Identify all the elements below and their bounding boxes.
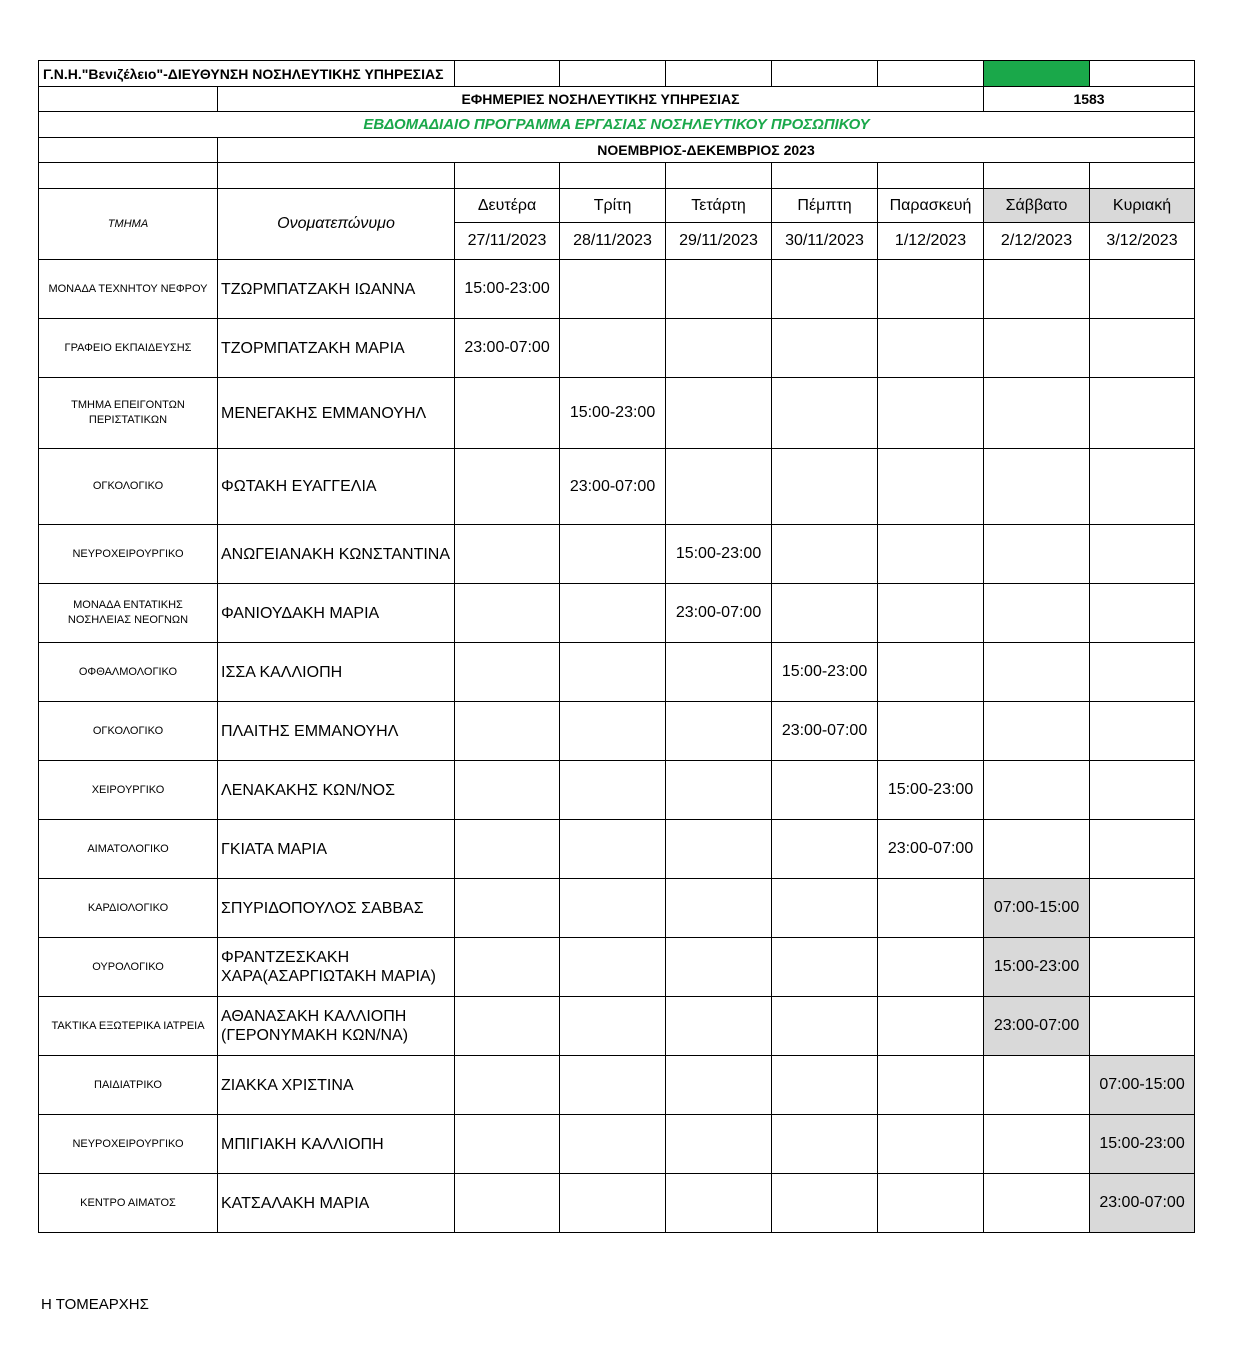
blank-cell [39,138,218,163]
department-cell: ΠΑΙΔΙΑΤΡΙΚΟ [39,1056,218,1115]
shift-cell [560,643,666,702]
table-row [39,1056,1195,1115]
shift-cell [1090,879,1195,938]
shift-cell: 15:00-23:00 [878,761,984,820]
shift-cell [666,997,772,1056]
shift-cell [560,525,666,584]
shift-cell [666,938,772,997]
shift-cell: 23:00-07:00 [1090,1174,1195,1233]
shift-cell [772,525,878,584]
shift-cell [560,260,666,319]
shift-cell [560,879,666,938]
shift-cell: 15:00-23:00 [1090,1115,1195,1174]
shift-cell [455,378,560,449]
shift-cell [1090,378,1195,449]
shift-cell: 15:00-23:00 [560,378,666,449]
shift-cell [772,1174,878,1233]
shift-cell [878,319,984,378]
shift-cell [1090,761,1195,820]
shift-cell [666,260,772,319]
shift-cell [878,584,984,643]
shift-cell [455,584,560,643]
date-header: 27/11/2023 [455,223,560,260]
date-header: 2/12/2023 [984,223,1090,260]
shift-cell: 15:00-23:00 [455,260,560,319]
table-row [39,702,1195,761]
date-header: 28/11/2023 [560,223,666,260]
column-header-department: ΤΜΗΜΑ [39,189,218,260]
date-header: 3/12/2023 [1090,223,1195,260]
day-header: Κυριακή [1090,189,1195,223]
department-cell: ΜΟΝΑΔΑ ΕΝΤΑΤΙΚΗΣ ΝΟΣΗΛΕΙΑΣ ΝΕΟΓΝΩΝ [39,584,218,643]
shift-cell [772,584,878,643]
shift-cell [560,1115,666,1174]
shift-cell: 23:00-07:00 [772,702,878,761]
department-cell: ΑΙΜΑΤΟΛΟΓΙΚΟ [39,820,218,879]
shift-cell [455,1056,560,1115]
shift-cell [666,761,772,820]
document-number: 1583 [984,87,1195,112]
shift-cell [1090,938,1195,997]
shift-cell: 07:00-15:00 [984,879,1090,938]
shift-cell [560,702,666,761]
shift-cell [878,1174,984,1233]
shift-cell [455,702,560,761]
shift-cell [984,584,1090,643]
shift-cell [984,378,1090,449]
shift-cell [878,1115,984,1174]
name-cell: ΠΛΑΙΤΗΣ ΕΜΜΑΝΟΥΗΛ [218,702,455,761]
shift-cell [772,761,878,820]
blank-cell [878,61,984,87]
name-cell: ΦΩΤΑΚΗ ΕΥΑΓΓΕΛΙΑ [218,449,455,525]
day-header: Παρασκευή [878,189,984,223]
shift-cell [666,820,772,879]
table-row [39,319,1195,378]
shift-cell [984,449,1090,525]
organization-title: Γ.Ν.Η."Βενιζέλειο"-ΔΙΕΥΘΥΝΣΗ ΝΟΣΗΛΕΥΤΙΚΗΣ ΥΠΗΡΕΣΙΑΣ [39,61,455,87]
blank-cell [39,163,218,189]
shift-cell [666,702,772,761]
department-cell: ΝΕΥΡΟΧΕΙΡΟΥΡΓΙΚΟ [39,1115,218,1174]
shift-cell [984,761,1090,820]
name-cell: ΤΖΟΡΜΠΑΤΖΑΚΗ ΜΑΡΙΑ [218,319,455,378]
signature-label: Η ΤΟΜΕΑΡΧΗΣ [41,1296,149,1313]
shift-cell [984,260,1090,319]
shift-cell [772,378,878,449]
day-header: Σάββατο [984,189,1090,223]
shift-cell [560,1174,666,1233]
table-row [39,449,1195,525]
blank-cell [666,163,772,189]
shift-cell [772,1115,878,1174]
name-cell: ΙΣΣΑ ΚΑΛΛΙΟΠΗ [218,643,455,702]
shift-cell [1090,643,1195,702]
table-row [39,820,1195,879]
blank-cell [560,61,666,87]
blank-cell [218,163,455,189]
day-header: Τρίτη [560,189,666,223]
shift-cell [984,820,1090,879]
shift-cell: 15:00-23:00 [772,643,878,702]
department-cell: ΚΕΝΤΡΟ ΑΙΜΑΤΟΣ [39,1174,218,1233]
blank-cell [666,61,772,87]
shift-cell [666,378,772,449]
table-row [39,879,1195,938]
blank-cell [560,163,666,189]
shift-cell [984,319,1090,378]
shift-cell [878,702,984,761]
blank-cell [455,61,560,87]
shift-cell [878,260,984,319]
blank-cell [1090,61,1195,87]
shift-cell: 15:00-23:00 [984,938,1090,997]
shift-cell: 23:00-07:00 [455,319,560,378]
shift-cell [666,449,772,525]
shift-cell [560,938,666,997]
shift-cell [984,702,1090,761]
table-row [39,1174,1195,1233]
department-cell: ΤΑΚΤΙΚΑ ΕΞΩΤΕΡΙΚΑ ΙΑΤΡΕΙΑ [39,997,218,1056]
shift-cell [455,761,560,820]
department-cell: ΟΦΘΑΛΜΟΛΟΓΙΚΟ [39,643,218,702]
department-cell: ΜΟΝΑΔΑ ΤΕΧΝΗΤΟΥ ΝΕΦΡΟΥ [39,260,218,319]
day-header: Δευτέρα [455,189,560,223]
shift-cell [878,997,984,1056]
shift-cell [1090,260,1195,319]
column-header-name: Ονοματεπώνυμο [218,189,455,260]
table-row [39,643,1195,702]
shift-cell [772,879,878,938]
table-row [39,1115,1195,1174]
shift-cell [772,997,878,1056]
name-cell: ΜΠΙΓΙΑΚΗ ΚΑΛΛΙΟΠΗ [218,1115,455,1174]
name-cell: ΛΕΝΑΚΑΚΗΣ ΚΩΝ/ΝΟΣ [218,761,455,820]
shift-cell [560,761,666,820]
day-header: Πέμπτη [772,189,878,223]
blank-cell [1090,163,1195,189]
shift-cell [1090,319,1195,378]
department-cell: ΓΡΑΦΕΙΟ ΕΚΠΑΙΔΕΥΣΗΣ [39,319,218,378]
blank-cell [878,163,984,189]
blank-cell [772,61,878,87]
shift-cell [772,820,878,879]
table-row [39,525,1195,584]
shift-cell [878,643,984,702]
day-header: Τετάρτη [666,189,772,223]
shift-cell [878,1056,984,1115]
name-cell: ΜΕΝΕΓΑΚΗΣ ΕΜΜΑΝΟΥΗΛ [218,378,455,449]
shift-cell [878,938,984,997]
blank-cell [455,163,560,189]
period-title: ΝΟΕΜΒΡΙΟΣ-ΔΕΚΕΜΒΡΙΟΣ 2023 [218,138,1195,163]
name-cell: ΣΠΥΡΙΔΟΠΟΥΛΟΣ ΣΑΒΒΑΣ [218,879,455,938]
shift-cell [878,378,984,449]
green-marker-cell [984,61,1090,87]
shift-cell [560,584,666,643]
name-cell: ΑΘΑΝΑΣΑΚΗ ΚΑΛΛΙΟΠΗ (ΓΕΡΟΝΥΜΑΚΗ ΚΩΝ/ΝΑ) [218,997,455,1056]
department-cell: ΝΕΥΡΟΧΕΙΡΟΥΡΓΙΚΟ [39,525,218,584]
department-cell: ΧΕΙΡΟΥΡΓΙΚΟ [39,761,218,820]
shift-cell [1090,525,1195,584]
shift-cell [560,1056,666,1115]
name-cell: ΑΝΩΓΕΙΑΝΑΚΗ ΚΩΝΣΤΑΝΤΙΝΑ [218,525,455,584]
shift-cell: 07:00-15:00 [1090,1056,1195,1115]
shift-cell [1090,820,1195,879]
shift-cell: 23:00-07:00 [560,449,666,525]
shift-cell [984,643,1090,702]
shift-cell: 23:00-07:00 [878,820,984,879]
shift-cell [666,1115,772,1174]
shift-cell [878,449,984,525]
shift-cell [666,1056,772,1115]
table-row [39,938,1195,997]
shift-cell [666,879,772,938]
shift-cell [455,938,560,997]
schedule-table [38,60,1195,1233]
blank-cell [39,87,218,112]
shift-cell [772,938,878,997]
department-cell: ΚΑΡΔΙΟΛΟΓΙΚΟ [39,879,218,938]
shift-cell [666,643,772,702]
shift-cell [984,1174,1090,1233]
table-row [39,378,1195,449]
shift-cell [772,449,878,525]
department-cell: ΟΓΚΟΛΟΓΙΚΟ [39,449,218,525]
shift-cell [560,319,666,378]
shift-cell [455,643,560,702]
program-title: ΕΒΔΟΜΑΔΙΑΙΟ ΠΡΟΓΡΑΜΜΑ ΕΡΓΑΣΙΑΣ ΝΟΣΗΛΕΥΤΙΚΟΥ ΠΡΟΣΩΠΙΚΟΥ [39,112,1195,138]
department-cell: ΟΥΡΟΛΟΓΙΚΟ [39,938,218,997]
table-row [39,260,1195,319]
date-header: 30/11/2023 [772,223,878,260]
date-header: 29/11/2023 [666,223,772,260]
table-row [39,997,1195,1056]
shift-cell [878,525,984,584]
shift-cell [666,1174,772,1233]
shift-cell [455,997,560,1056]
shift-cell [772,260,878,319]
shift-cell [878,879,984,938]
shift-cell [455,1174,560,1233]
name-cell: ΚΑΤΣΑΛΑΚΗ ΜΑΡΙΑ [218,1174,455,1233]
shift-cell [772,319,878,378]
shift-cell [455,1115,560,1174]
name-cell: ΓΚΙΑΤΑ ΜΑΡΙΑ [218,820,455,879]
shift-cell [560,820,666,879]
shift-cell [984,1115,1090,1174]
shift-cell [772,1056,878,1115]
department-cell: ΟΓΚΟΛΟΓΙΚΟ [39,702,218,761]
shift-cell [984,1056,1090,1115]
section-title: ΕΦΗΜΕΡΙΕΣ ΝΟΣΗΛΕΥΤΙΚΗΣ ΥΠΗΡΕΣΙΑΣ [218,87,984,112]
shift-cell [455,525,560,584]
blank-cell [772,163,878,189]
shift-cell [455,820,560,879]
shift-cell [1090,584,1195,643]
shift-cell [1090,449,1195,525]
shift-cell [560,997,666,1056]
blank-cell [984,163,1090,189]
shift-cell: 23:00-07:00 [984,997,1090,1056]
table-row [39,761,1195,820]
shift-cell [1090,702,1195,761]
name-cell: ΖΙΑΚΚΑ ΧΡΙΣΤΙΝΑ [218,1056,455,1115]
date-header: 1/12/2023 [878,223,984,260]
shift-cell [666,319,772,378]
name-cell: ΦΡΑΝΤΖΕΣΚΑΚΗ ΧΑΡΑ(ΑΣΑΡΓΙΩΤΑΚΗ ΜΑΡΙΑ) [218,938,455,997]
shift-cell [984,525,1090,584]
department-cell: ΤΜΗΜΑ ΕΠΕΙΓΟΝΤΩΝ ΠΕΡΙΣΤΑΤΙΚΩΝ [39,378,218,449]
shift-cell [455,879,560,938]
shift-cell: 15:00-23:00 [666,525,772,584]
shift-cell [1090,997,1195,1056]
shift-cell [455,449,560,525]
table-row [39,584,1195,643]
shift-cell: 23:00-07:00 [666,584,772,643]
name-cell: ΤΖΩΡΜΠΑΤΖΑΚΗ ΙΩΑΝΝΑ [218,260,455,319]
name-cell: ΦΑΝΙΟΥΔΑΚΗ ΜΑΡΙΑ [218,584,455,643]
